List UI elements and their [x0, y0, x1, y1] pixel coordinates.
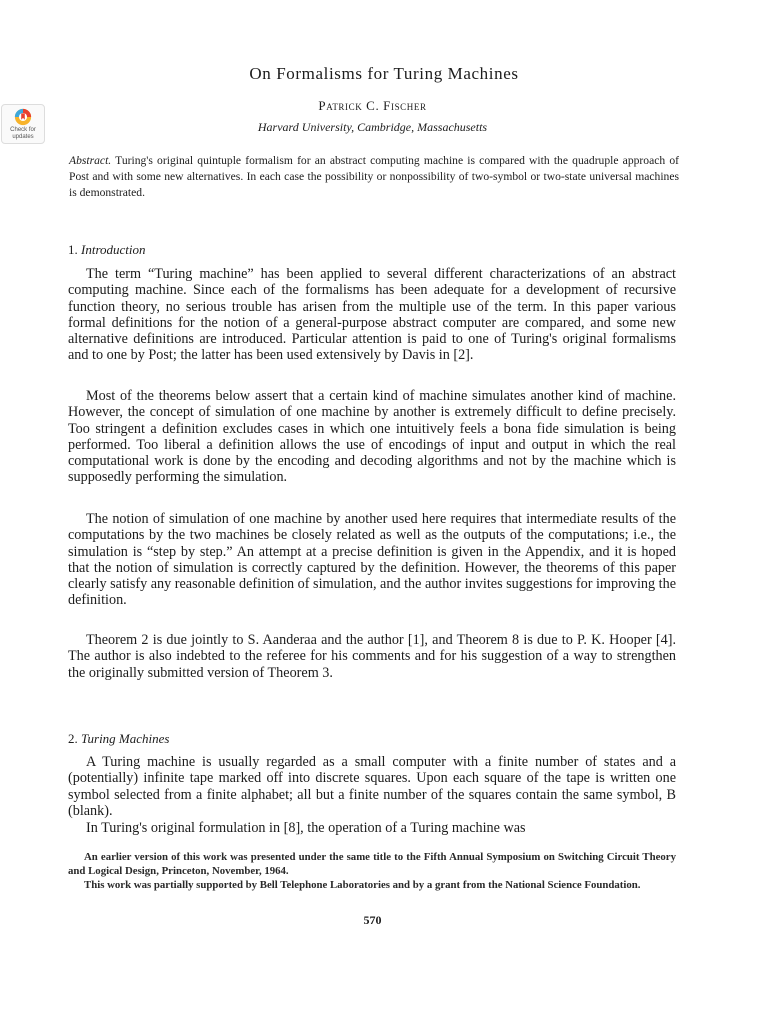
- section-number: 2.: [68, 731, 78, 746]
- body-paragraph: Theorem 2 is due jointly to S. Aanderaa and the author [1], and Theorem 8 is due to P. K. Hooper [4]. The author is also indebted to the referee for his comments and for his suggestion of a way to strengthen the originally submitted version of Theorem 3.: [68, 632, 676, 681]
- abstract-text: Turing's original quintuple formalism for an abstract computing machine is compared with the quadruple approach of Post and with some new alternatives. In each case the possibility or nonpossibility of two-symbol or two-state universal machines is demonstrated.: [69, 154, 679, 199]
- section-heading-turing-machines: [68, 731, 169, 747]
- abstract-lead: Abstract.: [69, 154, 112, 167]
- body-paragraph: In Turing's original formulation in [8], the operation of a Turing machine was: [86, 820, 526, 836]
- paper-title: On Formalisms for Turing Machines: [249, 64, 519, 83]
- page-number: 570: [363, 913, 382, 927]
- author-affiliation: Harvard University, Cambridge, Massachusetts: [257, 120, 488, 134]
- section-title: Introduction: [81, 242, 146, 257]
- abstract: [69, 153, 679, 201]
- section-number: 1.: [68, 242, 78, 257]
- footnote: An earlier version of this work was presented under the same title to the Fifth Annual Symposium on Switching Circuit Theory and Logical Design, Princeton, November, 1964.: [68, 851, 676, 877]
- footnote: This work was partially supported by Bell Telephone Laboratories and by a grant from the National Science Foundation.: [84, 879, 641, 891]
- body-paragraph: The notion of simulation of one machine by another used here requires that intermediate results of the computations by the two machines be closely related as well as the outputs of the computations; i.e., the simulation is “step by step.” An attempt at a precise definition is given in the Appendix, and it is hoped that the notion of simulation is correctly captured by the definition. However, the theorems of this paper clearly satisfy any reasonable definition of simulation, and the author invites suggestions for improving the definition.: [68, 511, 676, 609]
- body-paragraph: A Turing machine is usually regarded as a small computer with a finite number of states and a (potentially) infinite tape marked off into discrete squares. Upon each square of the tape is written one symbol selected from a finite alphabet; all but a finite number of the squares contain the same symbol, B (blank).: [68, 754, 676, 819]
- body-paragraph: The term “Turing machine” has been applied to several different characterizations of an abstract computing machine. Since each of the formalisms has been adequate for a development of recursive function theory, no serious trouble has arisen from the multiple use of the term. In this paper various formal definitions for the notion of a general-purpose abstract computer are compared, and some new alternative definitions are introduced. Particular attention is paid to one of Turing's original formalisms and to one by Post; the latter has been used extensively by Davis in [2].: [68, 266, 676, 364]
- section-title: Turing Machines: [81, 731, 170, 746]
- section-heading-introduction: [68, 242, 146, 258]
- author-name: Patrick C. Fischer: [318, 98, 427, 113]
- badge-label-line2: updates: [12, 134, 34, 140]
- badge-label-line1: Check for: [10, 127, 36, 133]
- body-paragraph: Most of the theorems below assert that a certain kind of machine simulates another kind of machine. However, the concept of simulation of one machine by another is extremely difficult to define precisely. Too stringent a definition excludes cases in which one intuitively feels a bona fide simulation is being performed. Too liberal a definition allows the use of encodings of input and output in which the real computational work is done by the encoding and decoding algorithms and not by the machine which is supposedly performing the simulation.: [68, 388, 676, 486]
